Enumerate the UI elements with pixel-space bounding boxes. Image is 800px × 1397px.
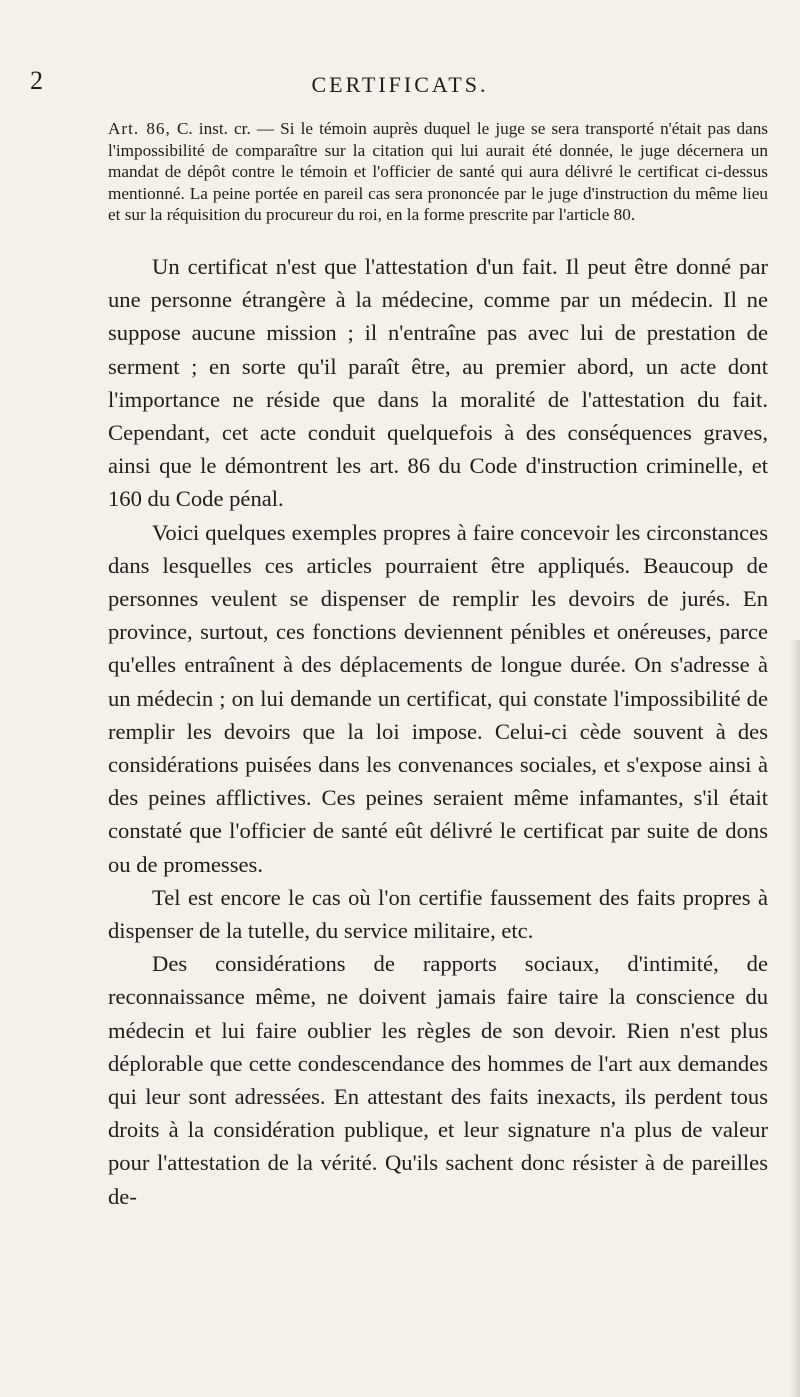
main-text	[108, 250, 768, 1213]
page-number: 2	[30, 66, 43, 95]
footnote-article	[108, 118, 768, 226]
article-reference: Art. 86,	[108, 119, 171, 138]
paragraph: Voici quelques exemples propres à faire concevoir les circonstances dans lesquelles ces articles pourraient être appliqués. Beaucoup de personnes veulent se dispenser de remplir les devoirs de jurés. En province, surtout, ces fonctions deviennent pénibles et onéreuses, parce qu'elles entraînent à des déplacements de longue durée. On s'adresse à un médecin ; on lui demande un certificat, qui constate l'impossibilité de remplir les devoirs que la loi impose. Celui-ci cède souvent à des considérations puisées dans les convenances sociales, et s'expose ainsi à des peines afflictives. Ces peines seraient même infamantes, s'il était constaté que l'officier de santé eût délivré le certificat par suite de dons ou de promesses.	[108, 519, 768, 877]
article-text: C. inst. cr. — Si le témoin auprès duquel le juge se sera transporté n'était pas dans l'impossibilité de comparaître sur la citation qui lui aurait été donnée, le juge décernera un mandat de dépôt contre le témoin et l'officier de santé qui aura délivré le certificat ci-dessus mentionné. La peine portée en pareil cas sera prononcée par le juge d'instruction du même lieu et sur la réquisition du procureur du roi, en la forme prescrite par l'article 80.	[108, 119, 768, 225]
running-title: CERTIFICATS.	[311, 72, 489, 97]
paragraph: Un certificat n'est que l'attestation d'un fait. Il peut être donné par une personne étrangère à la médecine, comme par un médecin. Il ne suppose aucune mission ; il n'entraîne pas avec lui de prestation de serment ; en sorte qu'il paraît être, au premier abord, un acte dont l'importance ne réside que dans la moralité de l'attestation du fait. Cependant, cet acte conduit quelquefois à des conséquences graves, ainsi que le démontrent les art. 86 du Code d'instruction criminelle, et 160 du Code pénal.	[108, 254, 768, 512]
paragraph: Tel est encore le cas où l'on certifie faussement des faits propres à dispenser de la tutelle, du service militaire, etc.	[108, 884, 768, 944]
page-edge-shadow	[790, 640, 800, 1397]
paragraph: Des considérations de rapports sociaux, d'intimité, de reconnaissance même, ne doivent jamais faire taire la conscience du médecin et lui faire oublier les règles de son devoir. Rien n'est plus déplorable que cette condescendance des hommes de l'art aux demandes qui leur sont adressées. En attestant des faits inexacts, ils perdent tous droits à la considération publique, et leur signature n'a plus de valeur pour l'attestation de la vérité. Qu'ils sachent donc résister à de pareilles de-	[108, 951, 768, 1209]
